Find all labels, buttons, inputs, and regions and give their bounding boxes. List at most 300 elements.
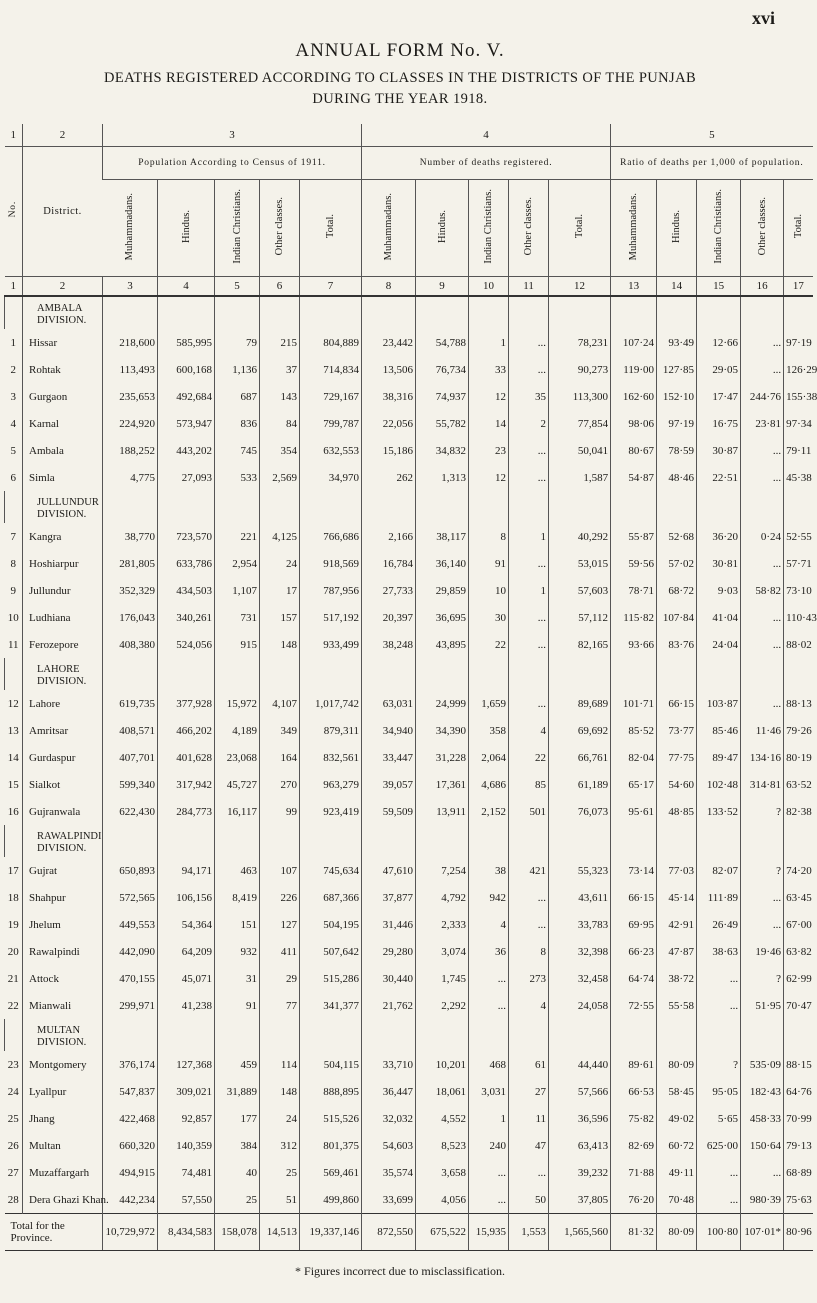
cell-col-6: 24 (260, 550, 300, 577)
cell-col-11: ... (509, 437, 549, 464)
cell-col-7: 799,787 (300, 410, 362, 437)
cell-col-8: 59,509 (362, 798, 416, 825)
deaths-table (4, 124, 817, 1251)
subtitle-line-1: DEATHS REGISTERED ACCORDING TO CLASSES IN THE DISTRICTS OF THE PUNJAB (103, 70, 697, 86)
cell-col-11: 501 (509, 798, 549, 825)
cell-col-6: 312 (260, 1132, 300, 1159)
cell-col-14: 77·03 (657, 857, 697, 884)
cell-col-17: 67·00 (784, 911, 813, 938)
cell-col-8: 15,186 (362, 437, 416, 464)
cell-col-9: 76,734 (416, 356, 469, 383)
district-name: Ferozepore (23, 631, 103, 658)
row-number: 24 (7, 1085, 19, 1098)
cell-col-3: 352,329 (103, 577, 158, 604)
cell-col-11: 61 (509, 1051, 549, 1078)
cell-col-15: 111·89 (697, 884, 741, 911)
row-number: 22 (7, 999, 19, 1012)
total-cell-col-15: 100·80 (697, 1214, 741, 1251)
cell-col-15: 95·05 (697, 1078, 741, 1105)
cell-col-4: 401,628 (158, 744, 215, 771)
cell-col-10: 468 (469, 1051, 509, 1078)
cell-col-4: 377,928 (158, 690, 215, 717)
cell-col-5: 459 (215, 1051, 260, 1078)
cell-col-5: 2,954 (215, 550, 260, 577)
column-number: 7 (300, 277, 362, 297)
cell-col-17: 126·29 (784, 356, 813, 383)
cell-col-8: 39,057 (362, 771, 416, 798)
cell-col-4: 284,773 (158, 798, 215, 825)
cell-col-9: 2,292 (416, 992, 469, 1019)
cell-col-7: 515,526 (300, 1105, 362, 1132)
cell-col-17: 88·02 (784, 631, 813, 658)
cell-col-15: 103·87 (697, 690, 741, 717)
row-number: 23 (7, 1058, 19, 1071)
district-name: Hoshiarpur (23, 550, 103, 577)
total-cell-col-12: 1,565,560 (549, 1214, 611, 1251)
cell-col-4: 45,071 (158, 965, 215, 992)
cell-col-13: 115·82 (611, 604, 657, 631)
cell-col-5: 915 (215, 631, 260, 658)
cell-col-9: 7,254 (416, 857, 469, 884)
ratio-subheader-2: Hindus. (657, 180, 697, 277)
cell-col-8: 31,446 (362, 911, 416, 938)
division-name: MULTAN DIVISION. (23, 1019, 103, 1051)
cell-col-8: 30,440 (362, 965, 416, 992)
table-row (5, 965, 813, 992)
cell-col-4: 585,995 (158, 329, 215, 356)
cell-col-6: 4,125 (260, 523, 300, 550)
cell-col-7: 766,686 (300, 523, 362, 550)
column-number: 15 (697, 277, 741, 297)
division-name: LAHORE DIVISION. (23, 658, 103, 690)
cell-col-6: 4,107 (260, 690, 300, 717)
cell-col-7: 714,834 (300, 356, 362, 383)
cell-col-3: 422,468 (103, 1105, 158, 1132)
cell-col-8: 37,877 (362, 884, 416, 911)
cell-col-6: 349 (260, 717, 300, 744)
cell-col-3: 572,565 (103, 884, 158, 911)
cell-col-8: 36,447 (362, 1078, 416, 1105)
cell-col-15: 38·63 (697, 938, 741, 965)
cell-col-10: 240 (469, 1132, 509, 1159)
cell-col-17: 64·76 (784, 1078, 813, 1105)
cell-col-4: 27,093 (158, 464, 215, 491)
cell-col-10: 1 (469, 329, 509, 356)
cell-col-15: 26·49 (697, 911, 741, 938)
cell-col-13: 82·69 (611, 1132, 657, 1159)
cell-col-14: 107·84 (657, 604, 697, 631)
cell-col-3: 470,155 (103, 965, 158, 992)
cell-col-16: 980·39 (741, 1186, 784, 1214)
top-colno-4: 4 (362, 124, 611, 147)
cell-col-8: 23,442 (362, 329, 416, 356)
cell-col-14: 48·85 (657, 798, 697, 825)
district-name: Lahore (23, 690, 103, 717)
row-number: 2 (10, 363, 16, 376)
cell-col-3: 4,775 (103, 464, 158, 491)
cell-col-13: 69·95 (611, 911, 657, 938)
cell-col-17: 68·89 (784, 1159, 813, 1186)
table-row (5, 992, 813, 1019)
cell-col-7: 517,192 (300, 604, 362, 631)
row-number: 15 (7, 778, 19, 791)
cell-col-15: ... (697, 992, 741, 1019)
district-name: Gurgaon (23, 383, 103, 410)
cell-col-11: ... (509, 550, 549, 577)
district-name: Rawalpindi (23, 938, 103, 965)
top-colno-3: 3 (103, 124, 362, 147)
population-subheader-2: Hindus. (158, 180, 215, 277)
district-name: Muzaffargarh (23, 1159, 103, 1186)
footnote: * Figures incorrect due to misclassification. (295, 1264, 505, 1278)
cell-col-6: 37 (260, 356, 300, 383)
cell-col-13: 54·87 (611, 464, 657, 491)
cell-col-8: 29,280 (362, 938, 416, 965)
cell-col-7: 804,889 (300, 329, 362, 356)
cell-col-6: 270 (260, 771, 300, 798)
cell-col-5: 16,117 (215, 798, 260, 825)
cell-col-12: 61,189 (549, 771, 611, 798)
cell-col-3: 619,735 (103, 690, 158, 717)
cell-col-12: 40,292 (549, 523, 611, 550)
cell-col-9: 4,056 (416, 1186, 469, 1214)
cell-col-12: 63,413 (549, 1132, 611, 1159)
cell-col-7: 729,167 (300, 383, 362, 410)
table-row (5, 1132, 813, 1159)
district-name: Simla (23, 464, 103, 491)
cell-col-9: 34,832 (416, 437, 469, 464)
district-name: Jhelum (23, 911, 103, 938)
cell-col-16: ... (741, 437, 784, 464)
cell-col-13: 66·53 (611, 1078, 657, 1105)
total-cell-col-9: 675,522 (416, 1214, 469, 1251)
cell-col-3: 449,553 (103, 911, 158, 938)
cell-col-11: 421 (509, 857, 549, 884)
table-row (5, 1051, 813, 1078)
cell-col-3: 38,770 (103, 523, 158, 550)
table-row (5, 1186, 813, 1214)
cell-col-9: 8,523 (416, 1132, 469, 1159)
district-name: Multan (23, 1132, 103, 1159)
cell-col-15: 24·04 (697, 631, 741, 658)
cell-col-15: 82·07 (697, 857, 741, 884)
cell-col-9: 3,074 (416, 938, 469, 965)
table-body (5, 296, 817, 1251)
table-row (5, 1078, 813, 1105)
cell-col-8: 22,056 (362, 410, 416, 437)
row-number: 16 (7, 805, 19, 818)
table-row (5, 329, 813, 356)
cell-col-15: ... (697, 1159, 741, 1186)
cell-col-3: 281,805 (103, 550, 158, 577)
cell-col-9: 31,228 (416, 744, 469, 771)
cell-col-12: 66,761 (549, 744, 611, 771)
row-number: 27 (7, 1166, 19, 1179)
cell-col-7: 1,017,742 (300, 690, 362, 717)
cell-col-7: 569,461 (300, 1159, 362, 1186)
row-number: 14 (7, 751, 19, 764)
cell-col-11: ... (509, 464, 549, 491)
division-name: AMBALA DIVISION. (23, 296, 103, 329)
division-name: RAWALPINDI DIVISION. (23, 825, 103, 857)
cell-col-7: 888,895 (300, 1078, 362, 1105)
cell-col-10: 2,064 (469, 744, 509, 771)
cell-col-9: 38,117 (416, 523, 469, 550)
cell-col-13: 76·20 (611, 1186, 657, 1214)
cell-col-5: 1,107 (215, 577, 260, 604)
cell-col-7: 745,634 (300, 857, 362, 884)
cell-col-12: 82,165 (549, 631, 611, 658)
cell-col-9: 34,390 (416, 717, 469, 744)
column-number: 17 (784, 277, 813, 297)
district-name: Dera Ghazi Khan. (23, 1186, 103, 1214)
cell-col-15: 9·03 (697, 577, 741, 604)
table-row (5, 410, 813, 437)
cell-col-12: 89,689 (549, 690, 611, 717)
cell-col-11: ... (509, 604, 549, 631)
cell-col-11: 2 (509, 410, 549, 437)
cell-col-11: ... (509, 690, 549, 717)
cell-col-3: 650,893 (103, 857, 158, 884)
cell-col-14: 49·11 (657, 1159, 697, 1186)
cell-col-14: 49·02 (657, 1105, 697, 1132)
total-cell-col-4: 8,434,583 (158, 1214, 215, 1251)
cell-col-17: 63·82 (784, 938, 813, 965)
cell-col-7: 787,956 (300, 577, 362, 604)
cell-col-11: 50 (509, 1186, 549, 1214)
cell-col-8: 16,784 (362, 550, 416, 577)
cell-col-14: 58·45 (657, 1078, 697, 1105)
cell-col-16: ? (741, 857, 784, 884)
cell-col-16: 535·09 (741, 1051, 784, 1078)
cell-col-17: 79·13 (784, 1132, 813, 1159)
cell-col-16: ? (741, 798, 784, 825)
table-row (5, 356, 813, 383)
cell-col-4: 41,238 (158, 992, 215, 1019)
cell-col-8: 35,574 (362, 1159, 416, 1186)
table-row (5, 383, 813, 410)
cell-col-12: 36,596 (549, 1105, 611, 1132)
row-number: 18 (7, 891, 19, 904)
cell-col-4: 434,503 (158, 577, 215, 604)
cell-col-14: 55·58 (657, 992, 697, 1019)
cell-col-17: 80·19 (784, 744, 813, 771)
cell-col-10: 33 (469, 356, 509, 383)
cell-col-16: 19·46 (741, 938, 784, 965)
row-number: 17 (7, 864, 19, 877)
cell-col-16: ... (741, 911, 784, 938)
cell-col-13: 59·56 (611, 550, 657, 577)
cell-col-6: 17 (260, 577, 300, 604)
district-name: Amritsar (23, 717, 103, 744)
cell-col-12: 32,398 (549, 938, 611, 965)
row-number: 19 (7, 918, 19, 931)
total-cell-col-17: 80·96 (784, 1214, 813, 1251)
cell-col-5: 463 (215, 857, 260, 884)
row-number: 28 (7, 1193, 19, 1206)
cell-col-6: 226 (260, 884, 300, 911)
cell-col-8: 38,316 (362, 383, 416, 410)
cell-col-12: 44,440 (549, 1051, 611, 1078)
cell-col-5: 25 (215, 1186, 260, 1214)
cell-col-17: 70·47 (784, 992, 813, 1019)
cell-col-4: 443,202 (158, 437, 215, 464)
cell-col-16: ? (741, 965, 784, 992)
total-cell-col-5: 158,078 (215, 1214, 260, 1251)
cell-col-15: 29·05 (697, 356, 741, 383)
district-name: Kangra (23, 523, 103, 550)
cell-col-9: 54,788 (416, 329, 469, 356)
cell-col-17: 110·43 (784, 604, 813, 631)
population-subheader-3: Indian Christians. (215, 180, 260, 277)
table-row (5, 911, 813, 938)
cell-col-12: 55,323 (549, 857, 611, 884)
cell-col-16: ... (741, 690, 784, 717)
cell-col-5: 177 (215, 1105, 260, 1132)
cell-col-15: 12·66 (697, 329, 741, 356)
cell-col-4: 492,684 (158, 383, 215, 410)
division-header-row (5, 296, 813, 329)
cell-col-5: 91 (215, 992, 260, 1019)
cell-col-10: 2,152 (469, 798, 509, 825)
cell-col-10: 1 (469, 1105, 509, 1132)
cell-col-14: 152·10 (657, 383, 697, 410)
cell-col-10: 10 (469, 577, 509, 604)
total-cell-col-14: 80·09 (657, 1214, 697, 1251)
cell-col-11: 22 (509, 744, 549, 771)
cell-col-16: 0·24 (741, 523, 784, 550)
cell-col-6: 148 (260, 1078, 300, 1105)
top-column-numbers (5, 124, 813, 147)
cell-col-10: 91 (469, 550, 509, 577)
district-name: Rohtak (23, 356, 103, 383)
cell-col-10: 30 (469, 604, 509, 631)
district-header: District. (23, 147, 103, 277)
cell-col-4: 573,947 (158, 410, 215, 437)
cell-col-17: 73·10 (784, 577, 813, 604)
division-header-row (5, 825, 813, 857)
cell-col-5: 31 (215, 965, 260, 992)
cell-col-17: 88·15 (784, 1051, 813, 1078)
division-header-row (5, 491, 813, 523)
cell-col-6: 114 (260, 1051, 300, 1078)
cell-col-13: 162·60 (611, 383, 657, 410)
cell-col-14: 38·72 (657, 965, 697, 992)
cell-col-6: 157 (260, 604, 300, 631)
cell-col-15: 17·47 (697, 383, 741, 410)
table-row (5, 437, 813, 464)
table-row (5, 1159, 813, 1186)
cell-col-5: 15,972 (215, 690, 260, 717)
column-number: 8 (362, 277, 416, 297)
cell-col-7: 515,286 (300, 965, 362, 992)
cell-col-3: 407,701 (103, 744, 158, 771)
cell-col-3: 218,600 (103, 329, 158, 356)
cell-col-17: 155·38 (784, 383, 813, 410)
table-row (5, 857, 813, 884)
cell-col-16: ... (741, 884, 784, 911)
table-row (5, 577, 813, 604)
cell-col-16: ... (741, 604, 784, 631)
cell-col-6: 51 (260, 1186, 300, 1214)
cell-col-15: ... (697, 965, 741, 992)
sub-header-row (5, 180, 813, 277)
cell-col-15: 41·04 (697, 604, 741, 631)
cell-col-13: 89·61 (611, 1051, 657, 1078)
total-cell-col-13: 81·32 (611, 1214, 657, 1251)
cell-col-17: 88·13 (784, 690, 813, 717)
cell-col-10: ... (469, 992, 509, 1019)
cell-col-14: 47·87 (657, 938, 697, 965)
cell-col-16: ... (741, 1159, 784, 1186)
cell-col-11: 1 (509, 577, 549, 604)
cell-col-12: 57,603 (549, 577, 611, 604)
cell-col-11: 11 (509, 1105, 549, 1132)
cell-col-9: 4,552 (416, 1105, 469, 1132)
cell-col-9: 17,361 (416, 771, 469, 798)
row-number: 7 (10, 530, 16, 543)
cell-col-11: 1 (509, 523, 549, 550)
cell-col-7: 933,499 (300, 631, 362, 658)
cell-col-16: ... (741, 464, 784, 491)
cell-col-3: 408,571 (103, 717, 158, 744)
column-number: 11 (509, 277, 549, 297)
row-number: 3 (10, 390, 16, 403)
cell-col-9: 36,140 (416, 550, 469, 577)
cell-col-12: 113,300 (549, 383, 611, 410)
cell-col-3: 408,380 (103, 631, 158, 658)
cell-col-6: 29 (260, 965, 300, 992)
cell-col-13: 93·66 (611, 631, 657, 658)
district-name: Shahpur (23, 884, 103, 911)
district-name: Ludhiana (23, 604, 103, 631)
cell-col-7: 507,642 (300, 938, 362, 965)
cell-col-5: 151 (215, 911, 260, 938)
cell-col-4: 94,171 (158, 857, 215, 884)
cell-col-12: 76,073 (549, 798, 611, 825)
cell-col-8: 34,940 (362, 717, 416, 744)
cell-col-4: 92,857 (158, 1105, 215, 1132)
cell-col-14: 80·09 (657, 1051, 697, 1078)
top-colno-2: 2 (23, 124, 103, 147)
cell-col-3: 224,920 (103, 410, 158, 437)
total-label: Total for the Province. (5, 1214, 103, 1251)
cell-col-5: 1,136 (215, 356, 260, 383)
cell-col-15: ? (697, 1051, 741, 1078)
total-cell-col-7: 19,337,146 (300, 1214, 362, 1251)
cell-col-5: 533 (215, 464, 260, 491)
cell-col-3: 176,043 (103, 604, 158, 631)
cell-col-9: 29,859 (416, 577, 469, 604)
cell-col-15: 85·46 (697, 717, 741, 744)
table-row (5, 604, 813, 631)
cell-col-13: 66·15 (611, 884, 657, 911)
cell-col-13: 119·00 (611, 356, 657, 383)
table-row (5, 523, 813, 550)
cell-col-14: 70·48 (657, 1186, 697, 1214)
district-name: Montgomery (23, 1051, 103, 1078)
cell-col-5: 932 (215, 938, 260, 965)
form-title: ANNUAL FORM No. V. (295, 40, 505, 61)
cell-col-12: 32,458 (549, 965, 611, 992)
cell-col-3: 494,915 (103, 1159, 158, 1186)
cell-col-5: 687 (215, 383, 260, 410)
cell-col-10: 23 (469, 437, 509, 464)
cell-col-14: 78·59 (657, 437, 697, 464)
district-name: Ambala (23, 437, 103, 464)
ratio-subheader-1: Muhammadans. (611, 180, 657, 277)
cell-col-4: 57,550 (158, 1186, 215, 1214)
